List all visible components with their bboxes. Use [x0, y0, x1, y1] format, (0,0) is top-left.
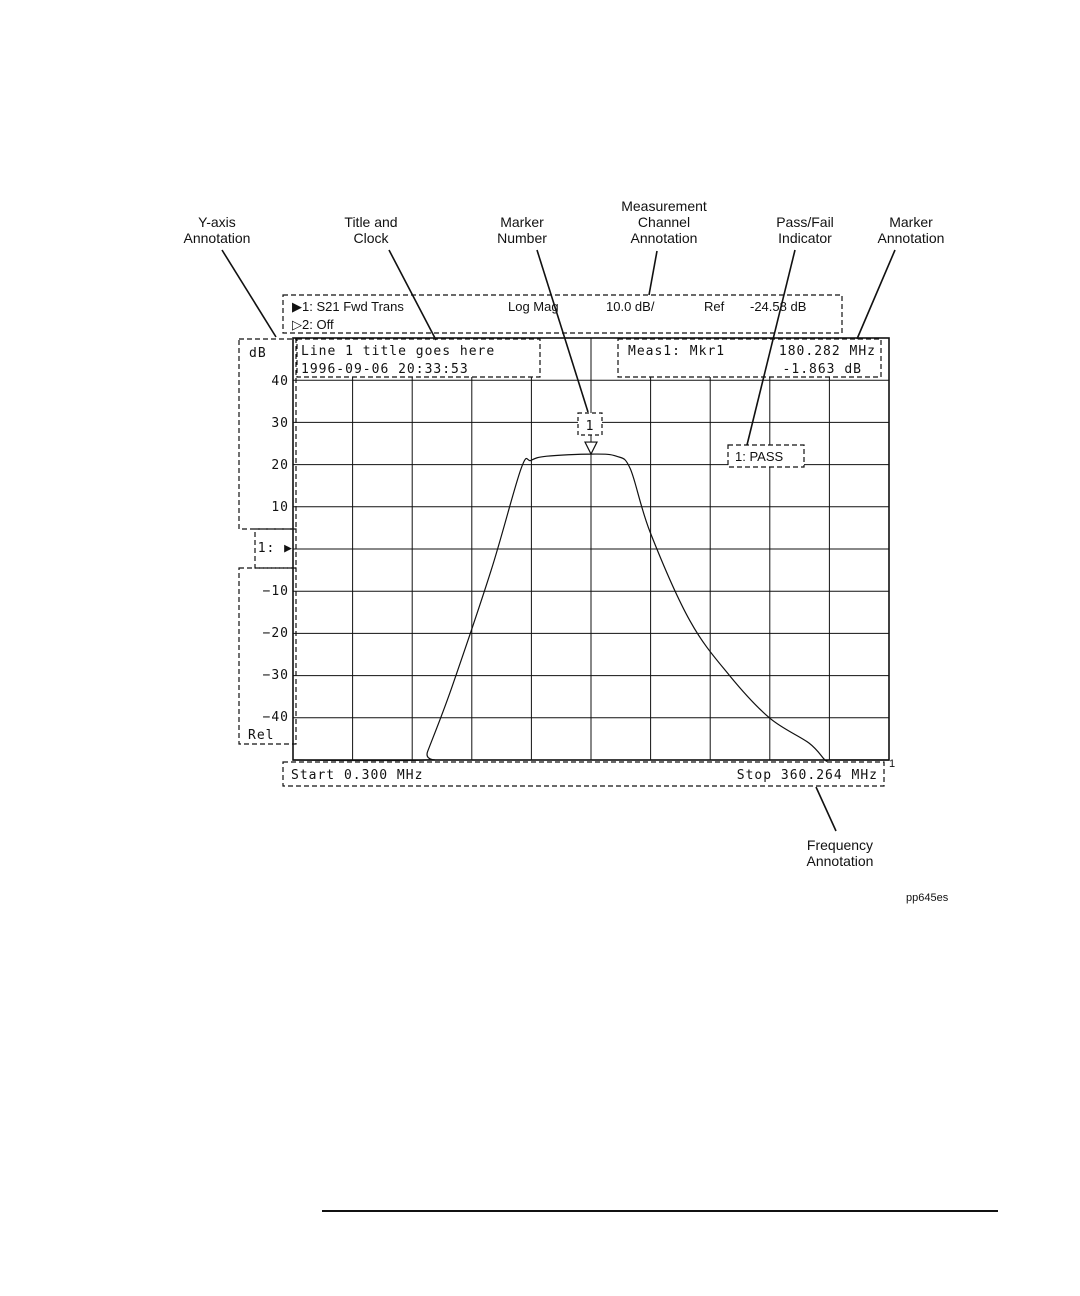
y-tick-label: 10: [271, 500, 289, 515]
callout-line: Marker: [500, 214, 544, 230]
marker-triangle: [585, 442, 597, 454]
leader-marker-annotation: [857, 250, 895, 339]
callout-line: Annotation: [806, 853, 874, 869]
y-tick-label: −10: [262, 584, 289, 599]
leader-y-axis: [222, 250, 276, 337]
channel-1-label: ▶1: S21 Fwd Trans: [292, 299, 404, 314]
y-tick-label: −30: [262, 668, 289, 683]
stop-frequency: Stop 360.264 MHz: [736, 768, 878, 783]
callout-line: Measurement: [621, 198, 707, 214]
callout-line: Title and: [344, 214, 398, 230]
callout-line: Marker: [889, 214, 933, 230]
callout-line: Clock: [353, 230, 389, 246]
clock: 1996-09-06 20:33:53: [301, 362, 469, 377]
y-tick-label: −20: [262, 626, 289, 641]
pass-fail-indicator: 1: PASS: [735, 449, 784, 464]
reference-marker: 1: ▶: [257, 541, 293, 556]
y-tick-labels: [258, 374, 293, 725]
leader-frequency: [816, 787, 836, 831]
callout-line: Annotation: [183, 230, 251, 246]
marker-value: -1.863 dB: [782, 362, 862, 377]
leader-lines: [222, 250, 895, 831]
y-tick-label: 20: [271, 458, 289, 473]
page-rule: [322, 1210, 998, 1212]
title-line: Line 1 title goes here: [301, 344, 496, 359]
leader-marker-number: [537, 250, 588, 412]
callout-line: Frequency: [806, 837, 874, 853]
y-tick-label: 30: [271, 416, 289, 431]
marker-number: 1: [585, 419, 595, 434]
y-tick-label: 40: [271, 374, 289, 389]
channel-2-label: ▷2: Off: [292, 317, 334, 332]
plot-grid: [293, 338, 889, 760]
callout-line: Annotation: [630, 230, 698, 246]
marker-frequency: 180.282 MHz: [778, 344, 876, 359]
callout-line: Channel: [637, 214, 691, 230]
rel-label: Rel: [248, 728, 275, 743]
ref-value: -24.58 dB: [750, 299, 807, 314]
callout-line: Y-axis: [198, 214, 236, 230]
marker-1: [578, 413, 602, 454]
callout-line: Number: [497, 230, 547, 246]
marker-label: Meas1: Mkr1: [628, 344, 726, 359]
y-tick-label: −40: [262, 710, 289, 725]
figure-id: pp645es: [906, 892, 949, 904]
callout-line: Indicator: [778, 230, 832, 246]
callout-line: Annotation: [877, 230, 945, 246]
leader-measurement-channel: [649, 251, 657, 295]
ref-label: Ref: [704, 299, 725, 314]
y-unit: dB: [249, 346, 267, 361]
format-label: Log Mag: [508, 299, 559, 314]
start-frequency: Start 0.300 MHz: [291, 768, 424, 783]
scale-label: 10.0 dB/: [606, 299, 655, 314]
trace-end-marker: 1: [889, 758, 896, 770]
callout-line: Pass/Fail: [776, 214, 834, 230]
